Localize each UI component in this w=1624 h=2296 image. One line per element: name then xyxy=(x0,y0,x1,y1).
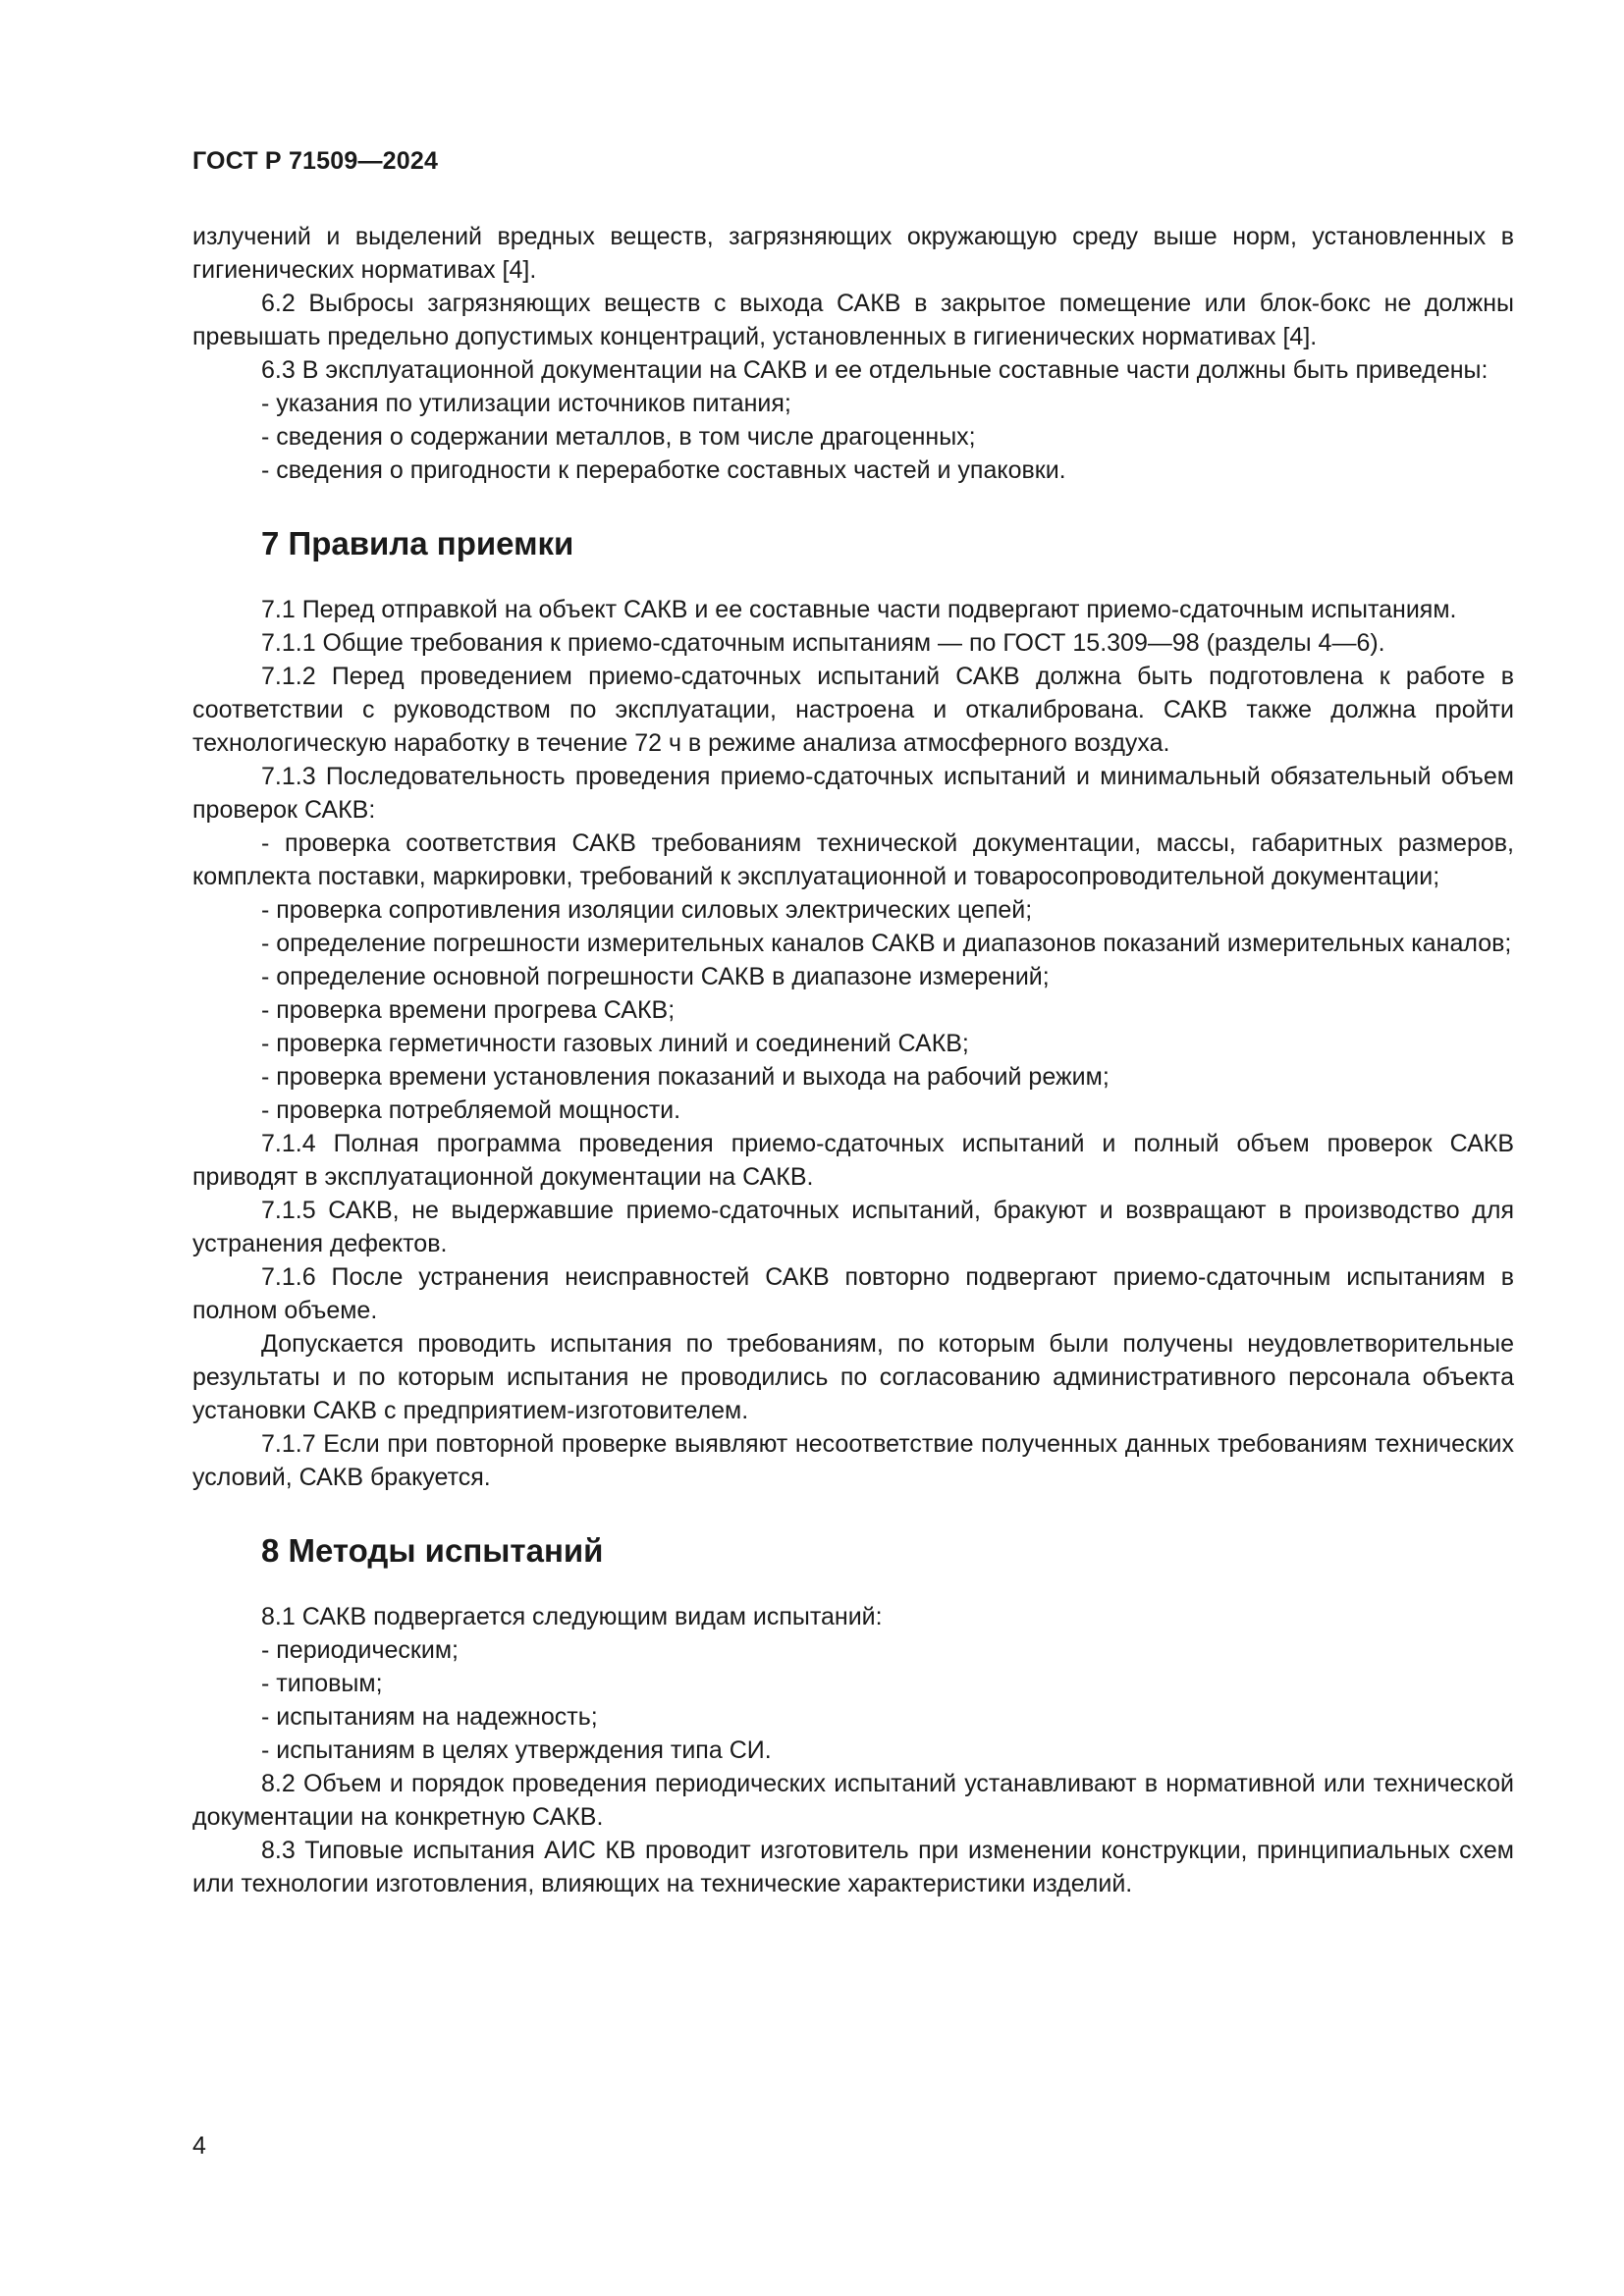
paragraph-7-1-6-continuation: Допускается проводить испытания по требованиям, по которым были получены неудовлетворительные результаты и по которым испытания не проводились по согласованию административного персонала объекта установки САКВ с предприятием-изготовителем. xyxy=(192,1330,1514,1424)
list-item: - сведения о содержании металлов, в том числе драгоценных; xyxy=(261,423,976,451)
list-item: - определение погрешности измерительных каналов САКВ и диапазонов показаний измерительных каналов; xyxy=(261,930,1512,957)
list-item: - определение основной погрешности САКВ в диапазоне измерений; xyxy=(261,963,1050,990)
paragraph-7-1-2: 7.1.2 Перед проведением приемо-сдаточных испытаний САКВ должна быть подготовлена к работе в соответствии с руководством по эксплуатации, настроена и откалибрована. САКВ также должна пройти технологическую наработку в течение 72 ч в режиме анализа атмосферного воздуха. xyxy=(192,663,1514,757)
page-number: 4 xyxy=(192,2132,206,2160)
paragraph-7-1-3: 7.1.3 Последовательность проведения приемо-сдаточных испытаний и минимальный обязательный объем проверок САКВ: xyxy=(192,763,1514,824)
list-item: - типовым; xyxy=(261,1670,383,1697)
list-item: - проверка сопротивления изоляции силовых электрических цепей; xyxy=(261,896,1033,924)
list-item: - проверка соответствия САКВ требованиям технической документации, массы, габаритных размеров, комплекта поставки, маркировки, требований к эксплуатационной и товаросопроводительной документации; xyxy=(192,829,1514,890)
paragraph-7-1-1: 7.1.1 Общие требования к приемо-сдаточным испытаниям — по ГОСТ 15.309—98 (разделы 4—6). xyxy=(261,629,1385,657)
paragraph-7-1-4: 7.1.4 Полная программа проведения приемо-сдаточных испытаний и полный объем проверок САКВ приводят в эксплуатационной документации на САКВ. xyxy=(192,1130,1514,1191)
paragraph-8-2: 8.2 Объем и порядок проведения периодических испытаний устанавливают в нормативной или технической документации на конкретную САКВ. xyxy=(192,1770,1514,1831)
list-item: - проверка времени прогрева САКВ; xyxy=(261,996,676,1024)
document-page xyxy=(192,0,1514,2296)
paragraph-7-1-7: 7.1.7 Если при повторной проверке выявляют несоответствие полученных данных требованиям технических условий, САКВ бракуется. xyxy=(192,1430,1514,1491)
section-8-heading: 8 Методы испытаний xyxy=(261,1532,604,1569)
paragraph-7-1-6: 7.1.6 После устранения неисправностей САКВ повторно подвергают приемо-сдаточным испытаниям в полном объеме. xyxy=(192,1263,1514,1324)
paragraph-6-3: 6.3 В эксплуатационной документации на САКВ и ее отдельные составные части должны быть приведены: xyxy=(261,356,1489,384)
list-item: - указания по утилизации источников питания; xyxy=(261,390,791,417)
list-item: - сведения о пригодности к переработке составных частей и упаковки. xyxy=(261,456,1066,484)
list-item: - проверка потребляемой мощности. xyxy=(261,1096,681,1124)
section-7-heading: 7 Правила приемки xyxy=(261,525,574,561)
list-item: - проверка герметичности газовых линий и соединений САКВ; xyxy=(261,1030,969,1057)
paragraph-7-1: 7.1 Перед отправкой на объект САКВ и ее составные части подвергают приемо-сдаточным испытаниям. xyxy=(261,596,1457,623)
document-code-header: ГОСТ Р 71509—2024 xyxy=(192,147,439,175)
paragraph-6-2: 6.2 Выбросы загрязняющих веществ с выхода САКВ в закрытое помещение или блок-бокс не должны превышать предельно допустимых концентраций, установленных в гигиенических нормативах [4]. xyxy=(192,290,1514,350)
list-item: - испытаниям на надежность; xyxy=(261,1703,598,1731)
paragraph-8-3: 8.3 Типовые испытания АИС КВ проводит изготовитель при изменении конструкции, принципиальных схем или технологии изготовления, влияющих на технические характеристики изделий. xyxy=(192,1837,1514,1897)
list-item: - периодическим; xyxy=(261,1636,459,1664)
list-item: - проверка времени установления показаний и выхода на рабочий режим; xyxy=(261,1063,1110,1091)
paragraph-7-1-5: 7.1.5 САКВ, не выдержавшие приемо-сдаточных испытаний, бракуют и возвращают в производство для устранения дефектов. xyxy=(192,1197,1514,1257)
paragraph-continuation: излучений и выделений вредных веществ, загрязняющих окружающую среду выше норм, установленных в гигиенических нормативах [4]. xyxy=(192,223,1514,284)
list-item: - испытаниям в целях утверждения типа СИ. xyxy=(261,1736,772,1764)
document-body xyxy=(192,220,1514,1900)
paragraph-8-1: 8.1 САКВ подвергается следующим видам испытаний: xyxy=(261,1603,883,1630)
